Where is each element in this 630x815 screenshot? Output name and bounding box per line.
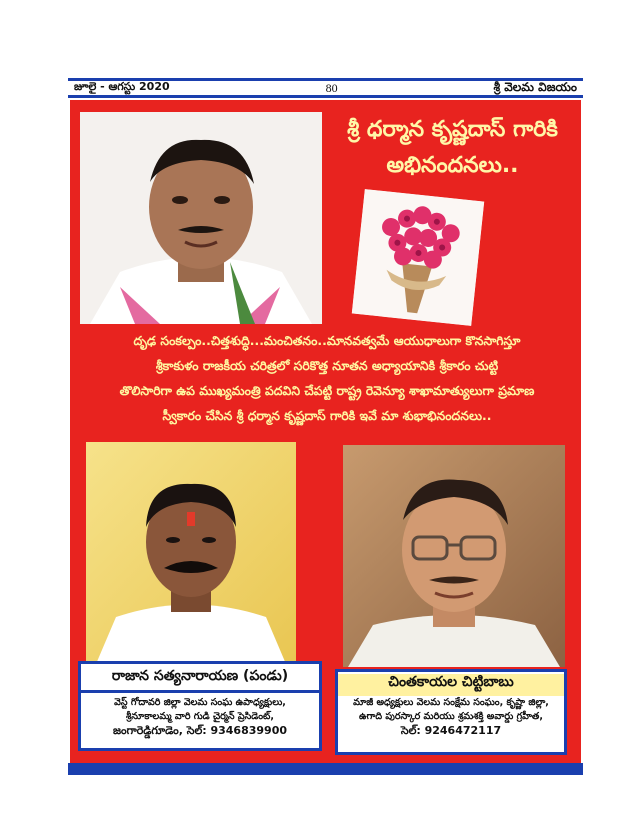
person-left-line: వెస్ట్ గోదావరి జిల్లా వెలమ సంఘ ఉపాధ్యక్షులు, xyxy=(114,697,286,708)
person-right-line: మాజీ అధ్యక్షులు వెలమ సంక్షేమ సంఘం, కృష్ణా జిల్లా, xyxy=(353,697,549,708)
magazine-title: శ్రీ వెలమ విజయం xyxy=(493,79,577,94)
message-line: తొలిసారిగా ఉప ముఖ్యమంత్రి పదవిని చేపట్టి రాష్ట్ర రెవెన్యూ శాఖామాత్యులుగా ప్రమాణ xyxy=(119,383,535,398)
page-footer-bar xyxy=(68,763,583,775)
person-right-line: సెల్: 9246472117 xyxy=(400,724,502,737)
headline-line-2: అభినందనలు.. xyxy=(386,153,519,178)
issue-month: జూలై - ఆగస్టు 2020 xyxy=(74,80,170,93)
person-left-line: శ్రీనూకాలమ్మ వారి గుడి చైర్మన్ ప్రెసిడెంట్, xyxy=(126,711,274,722)
bouquet-image xyxy=(352,189,484,326)
person-right-name: చింతకాయల చిట్టిబాబు xyxy=(338,674,564,696)
message-line: శ్రీకాకుళం రాజకీయ చరిత్రలో సరికొత్త నూతన అధ్యాయానికి శ్రీకారం చుట్టి xyxy=(155,358,499,373)
portrait-right xyxy=(343,445,565,667)
page-header xyxy=(68,78,583,98)
person-left-line: జంగారెడ్డిగూడెం, సెల్: 9346839900 xyxy=(112,724,288,737)
message-line: స్వీకారం చేసిన శ్రీ ధర్మాన కృష్ణదాస్ గారికి ఇవే మా శుభాభినందనలు.. xyxy=(162,408,492,423)
person-right-line: ఉగాది పురస్కార మరియు శ్రమశక్తి అవార్డు గ్రహీత, xyxy=(359,711,543,722)
page-number: 80 xyxy=(325,80,338,95)
congratulation-message xyxy=(82,328,572,428)
headline-line-1: శ్రీ ధర్మాన కృష్ణదాస్ గారికి xyxy=(347,117,558,142)
portrait-main xyxy=(80,112,322,324)
message-line: దృఢ సంకల్పం..చిత్తశుద్ధి...మంచితనం..మానవత్వమే ఆయుధాలుగా కొనసాగిస్తూ xyxy=(133,333,521,348)
headline xyxy=(330,112,575,184)
caption-left xyxy=(78,661,322,751)
person-left-name: రాజాన సత్యనారాయణ (పండు) xyxy=(81,668,319,693)
caption-right xyxy=(335,669,567,755)
portrait-left xyxy=(86,442,296,664)
